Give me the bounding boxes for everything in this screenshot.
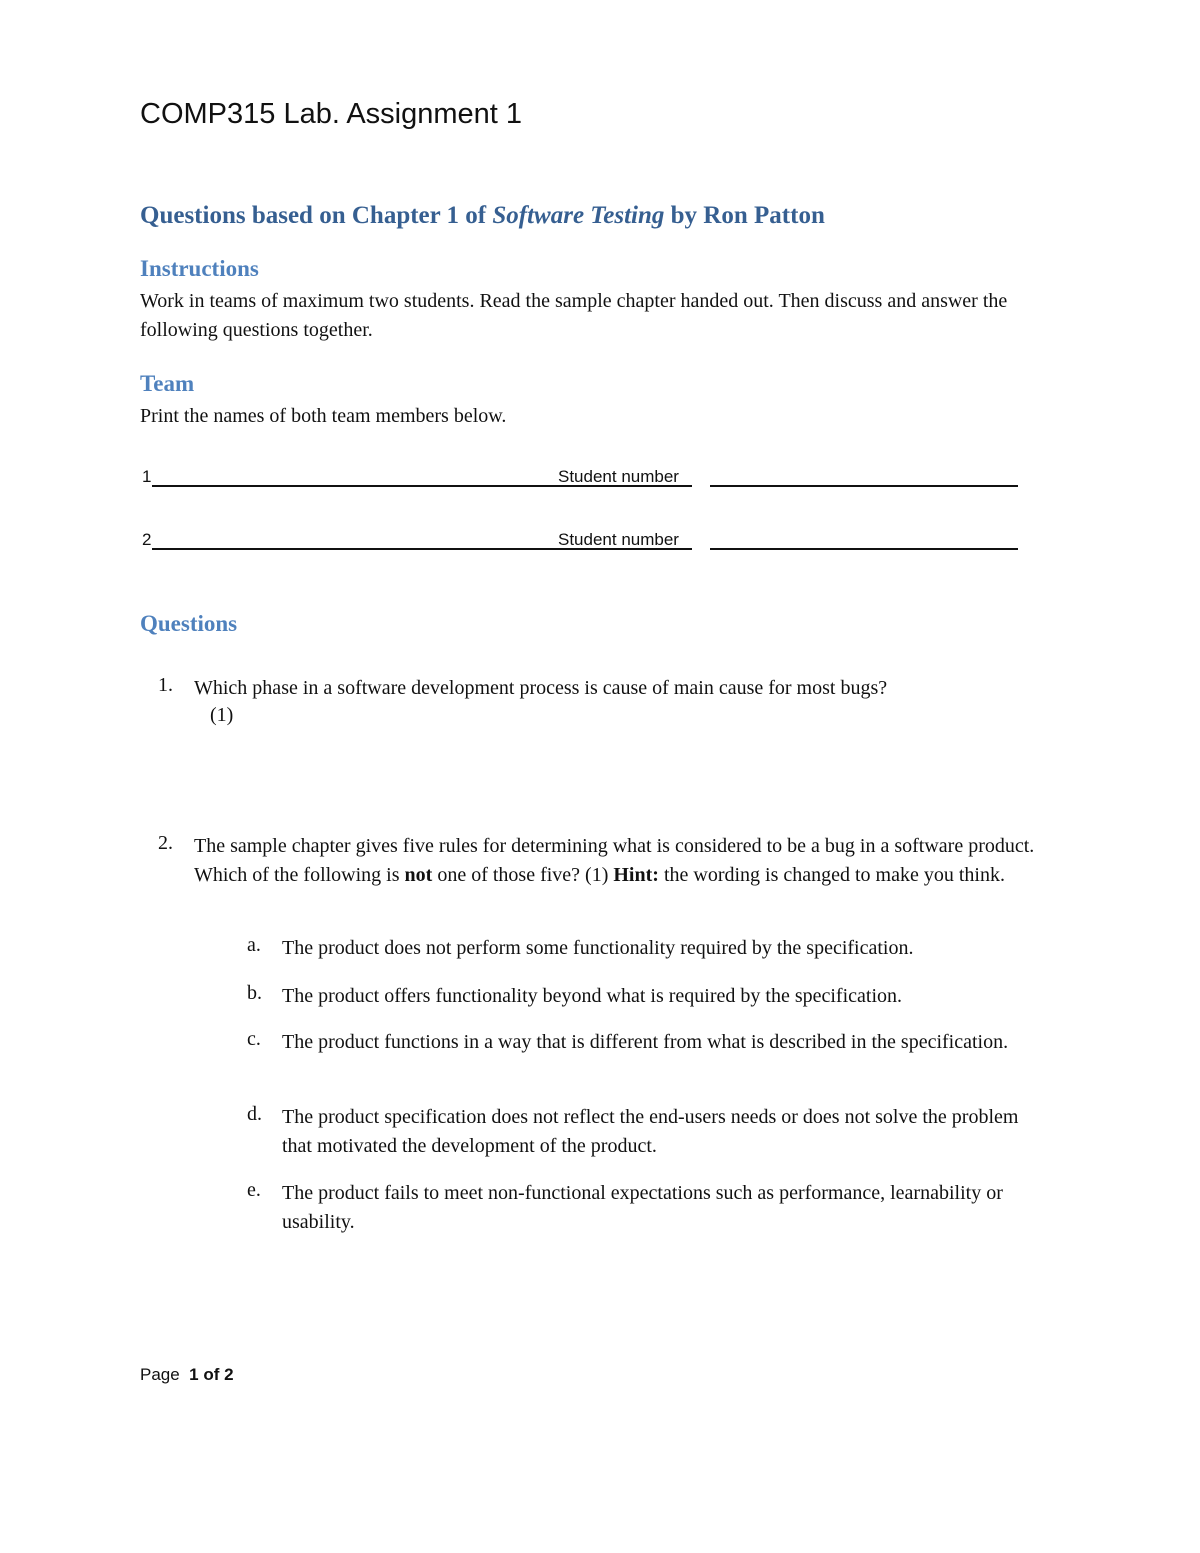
option-b-text: The product offers functionality beyond what is required by the specification. — [282, 985, 902, 1007]
question-2-text-part-b: one of those five? (1) — [432, 864, 614, 886]
team-member-number: 1 — [142, 467, 152, 486]
team-member-number: 2 — [142, 530, 152, 549]
option-e-letter: e. — [247, 1179, 261, 1201]
question-2-text-part-a: The sample chapter gives five rules for determining what is considered to be a bug in a software product. Which of the following is — [194, 835, 1035, 886]
option-b-letter: b. — [247, 982, 262, 1004]
team-member-row-2 — [140, 530, 1020, 560]
question-1-points: (1) — [210, 704, 234, 726]
option-a-text: The product does not perform some functionality required by the specification. — [282, 937, 914, 959]
page-footer — [140, 1365, 234, 1385]
option-c-text: The product functions in a way that is different from what is described in the specification. — [282, 1031, 1009, 1053]
option-d-letter: d. — [247, 1103, 262, 1125]
question-1-number: 1. — [158, 674, 173, 696]
option-c-letter: c. — [247, 1028, 261, 1050]
question-2-hint-text: the wording is changed to make you think. — [658, 864, 1005, 886]
subtitle — [140, 202, 825, 230]
subtitle-prefix: Questions based on Chapter 1 of — [140, 202, 493, 229]
footer-page-total: 2 — [224, 1365, 234, 1384]
question-2-emphasis: not — [404, 864, 433, 886]
document-title: COMP315 Lab. Assignment 1 — [140, 98, 523, 130]
footer-of-label: of — [203, 1365, 220, 1384]
option-e-text: The product fails to meet non-functional expectations such as performance, learnability or usability. — [282, 1182, 1003, 1233]
student-number-label: Student number — [558, 467, 679, 486]
question-1-text: Which phase in a software development process is cause of main cause for most bugs? — [194, 677, 888, 699]
student-number-blank-line[interactable] — [710, 548, 1018, 550]
instructions-text: Work in teams of maximum two students. Read the sample chapter handed out. Then discuss and answer the following questions together. — [140, 290, 1008, 341]
instructions-heading: Instructions — [140, 256, 259, 281]
footer-page-label: Page — [140, 1365, 180, 1384]
team-heading: Team — [140, 371, 195, 396]
option-d-text: The product specification does not reflect the end-users needs or does not solve the problem that motivated the development of the product. — [282, 1106, 1019, 1157]
team-text: Print the names of both team members below. — [140, 405, 507, 427]
subtitle-suffix: by Ron Patton — [664, 202, 825, 229]
subtitle-book-title: Software Testing — [492, 202, 665, 229]
student-number-blank-line[interactable] — [710, 485, 1018, 487]
question-2-number: 2. — [158, 832, 173, 854]
option-a-letter: a. — [247, 934, 261, 956]
team-member-row-1 — [140, 467, 1020, 497]
question-2-text — [194, 832, 1044, 890]
questions-heading: Questions — [140, 611, 238, 636]
footer-page-number: 1 — [189, 1365, 199, 1384]
question-2-hint-label: Hint: — [613, 864, 659, 886]
student-number-label: Student number — [558, 530, 679, 549]
